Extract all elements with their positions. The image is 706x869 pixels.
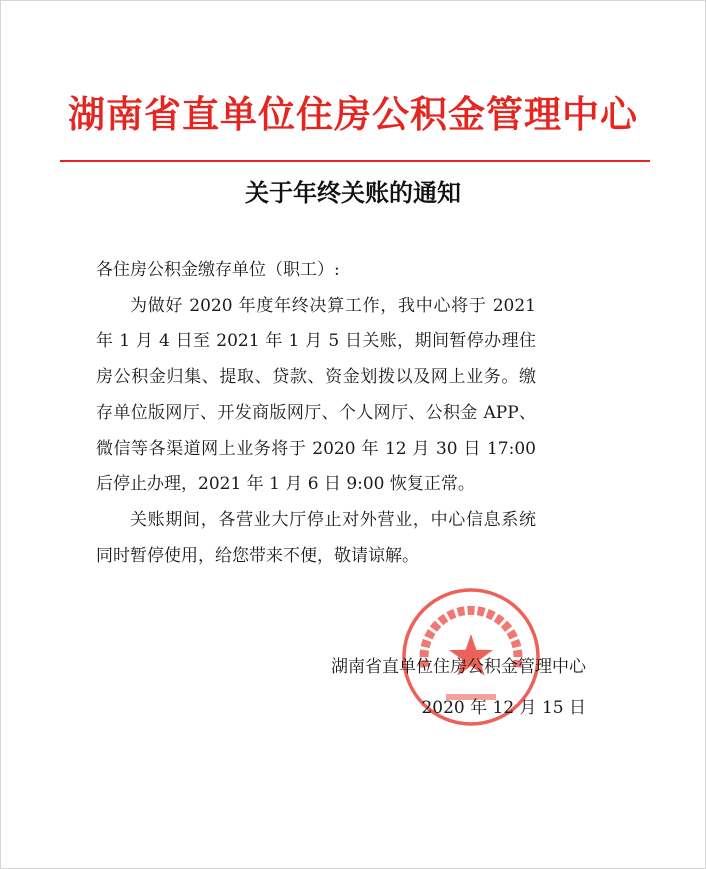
paragraph-1: 为做好 2020 年度年终决算工作，我中心将于 2021 年 1 月 4 日至 2021 年 1 月 5 日关账，期间暂停办理住房公积金归集、提取、贷款、资金划拨以及网上业务。缴存单位版网厅、开发商版网厅、个人网厅、公积金 APP、微信等各渠道网上业务将于 2020 年 12 月 30 日 17:00 后停止办理，2021 年 1 月 6 日 9:00 恢复正常。 bbox=[96, 295, 536, 495]
signature-organization: 湖南省直单位住房公积金管理中心 bbox=[331, 657, 586, 677]
notice-body bbox=[96, 253, 536, 574]
letterhead-title: 湖南省直单位住房公积金管理中心 bbox=[68, 93, 638, 136]
letterhead-rule bbox=[60, 160, 650, 162]
salutation: 各住房公积金缴存单位（职工）: bbox=[96, 260, 340, 280]
signature-block bbox=[331, 647, 586, 729]
notice-title: 关于年终关账的通知 bbox=[245, 178, 461, 207]
signature-date: 2020 年 12 月 15 日 bbox=[421, 698, 586, 718]
paragraph-2: 关账期间，各营业大厅停止对外营业，中心信息系统同时暂停使用，给您带来不便，敬请谅解。 bbox=[96, 509, 536, 566]
